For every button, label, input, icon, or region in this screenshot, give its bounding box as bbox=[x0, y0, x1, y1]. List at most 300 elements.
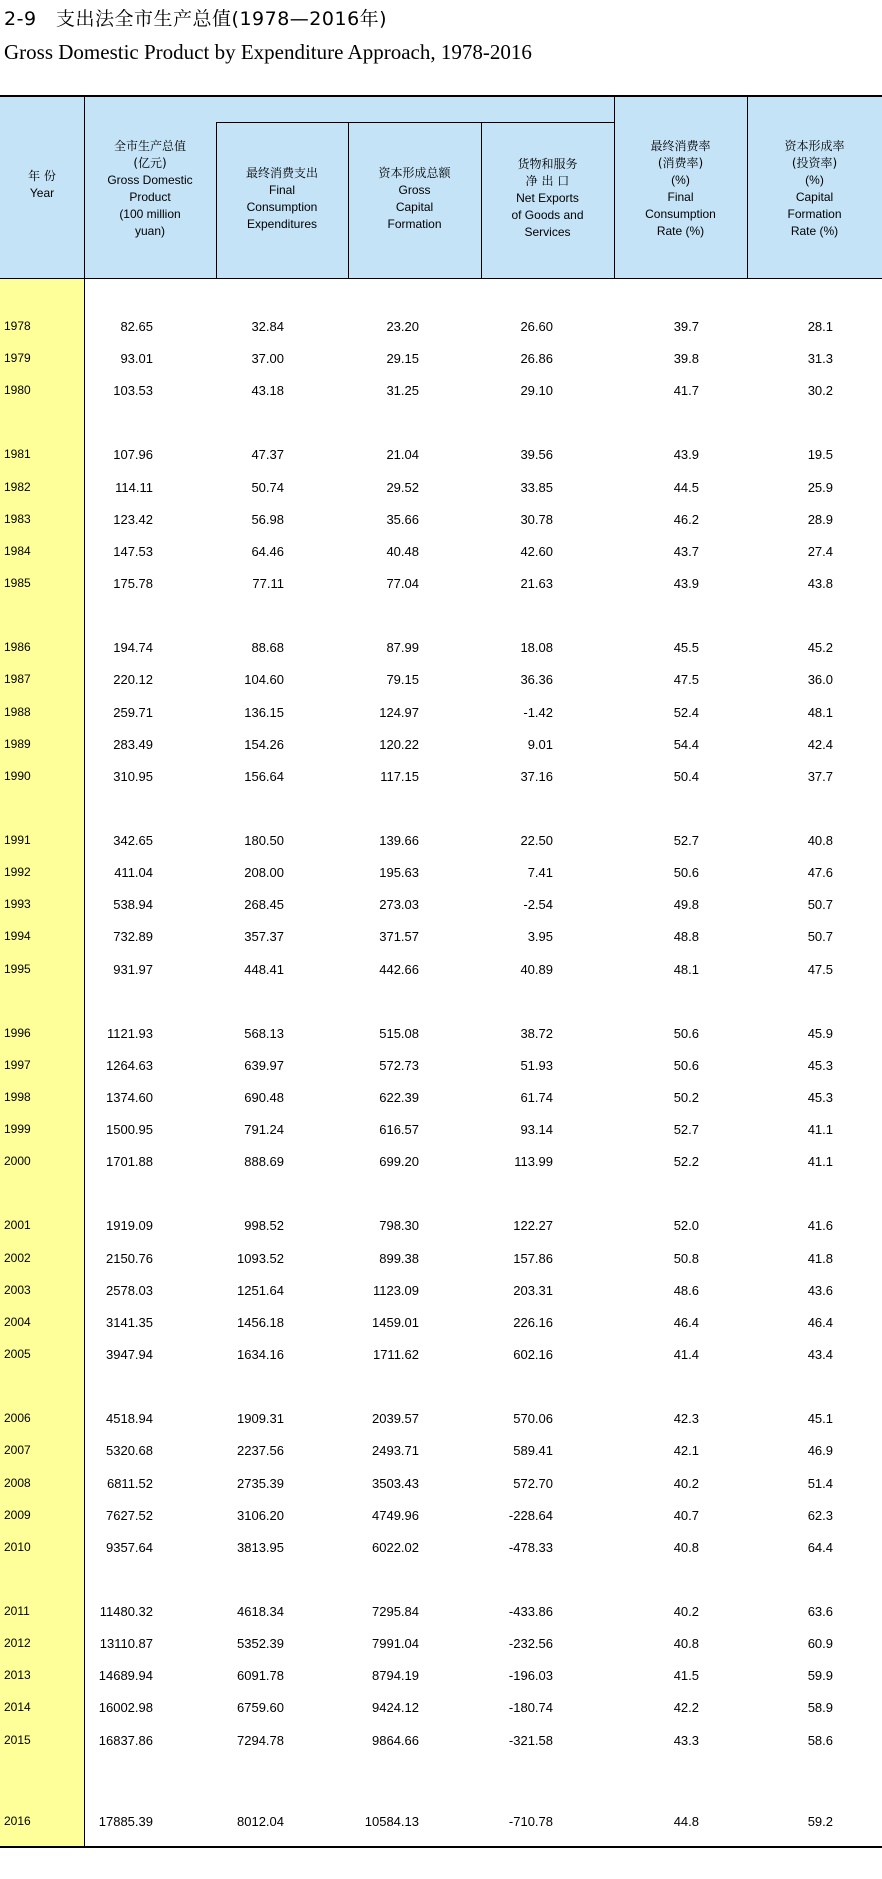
net-exports-cell: 61.74 bbox=[520, 1090, 553, 1105]
year-cell: 2014 bbox=[4, 1700, 31, 1714]
header-line: Services bbox=[524, 225, 571, 239]
table-row bbox=[0, 476, 882, 500]
net-exports-cell: 9.01 bbox=[527, 737, 553, 752]
capital-formation-cell: 572.73 bbox=[379, 1058, 419, 1073]
header-line: Gross Domestic bbox=[107, 173, 193, 187]
gdp-cell: 411.04 bbox=[114, 865, 153, 880]
capital-rate-cell: 43.4 bbox=[807, 1347, 833, 1362]
header-line: Final bbox=[268, 183, 295, 197]
capital-formation-cell: 616.57 bbox=[379, 1122, 419, 1137]
gdp-cell: 4518.94 bbox=[106, 1411, 153, 1426]
gdp-cell: 103.53 bbox=[113, 383, 153, 398]
header-net-exports bbox=[481, 156, 614, 241]
table-row bbox=[0, 958, 882, 982]
year-cell: 2011 bbox=[4, 1604, 30, 1618]
consumption-rate-cell: 43.9 bbox=[673, 447, 699, 462]
table-row bbox=[0, 733, 882, 757]
net-exports-cell: 570.06 bbox=[513, 1411, 553, 1426]
table-row bbox=[0, 1247, 882, 1271]
year-cell: 2004 bbox=[4, 1315, 31, 1329]
final-consumption-cell: 3106.20 bbox=[237, 1508, 284, 1523]
year-cell: 1982 bbox=[4, 480, 31, 494]
year-cell: 1997 bbox=[4, 1058, 31, 1072]
header-line: Capital bbox=[395, 200, 434, 214]
year-cell: 2008 bbox=[4, 1476, 31, 1490]
table-row bbox=[0, 1600, 882, 1624]
capital-rate-cell: 60.9 bbox=[807, 1636, 833, 1651]
year-cell: 2015 bbox=[4, 1733, 31, 1747]
consumption-rate-cell: 41.5 bbox=[673, 1668, 699, 1683]
final-consumption-cell: 1251.64 bbox=[237, 1283, 284, 1298]
final-consumption-cell: 77.11 bbox=[252, 576, 284, 591]
final-consumption-cell: 690.48 bbox=[244, 1090, 284, 1105]
capital-rate-cell: 41.8 bbox=[807, 1251, 833, 1266]
capital-rate-cell: 41.1 bbox=[807, 1122, 833, 1137]
net-exports-cell: 38.72 bbox=[520, 1026, 553, 1041]
header-line: (投资率) bbox=[791, 156, 838, 170]
capital-formation-cell: 1459.01 bbox=[372, 1315, 419, 1330]
capital-rate-cell: 47.6 bbox=[807, 865, 833, 880]
net-exports-cell: 7.41 bbox=[527, 865, 553, 880]
final-consumption-cell: 1909.31 bbox=[237, 1411, 284, 1426]
consumption-rate-cell: 50.8 bbox=[673, 1251, 699, 1266]
capital-rate-cell: 48.1 bbox=[807, 705, 833, 720]
table-row bbox=[0, 508, 882, 532]
capital-formation-cell: 31.25 bbox=[386, 383, 419, 398]
table-row bbox=[0, 1214, 882, 1238]
net-exports-cell: -710.78 bbox=[508, 1814, 553, 1829]
capital-rate-cell: 62.3 bbox=[807, 1508, 833, 1523]
capital-rate-cell: 64.4 bbox=[807, 1540, 833, 1555]
net-exports-cell: 157.86 bbox=[513, 1251, 553, 1266]
final-consumption-cell: 357.37 bbox=[244, 929, 284, 944]
capital-formation-cell: 77.04 bbox=[386, 576, 419, 591]
table-row bbox=[0, 1439, 882, 1463]
year-cell: 1986 bbox=[4, 640, 31, 654]
table-row bbox=[0, 315, 882, 339]
consumption-rate-cell: 47.5 bbox=[673, 672, 699, 687]
final-consumption-cell: 6759.60 bbox=[237, 1700, 284, 1715]
net-exports-cell: 21.63 bbox=[520, 576, 553, 591]
final-consumption-cell: 888.69 bbox=[244, 1154, 284, 1169]
year-cell: 1998 bbox=[4, 1090, 31, 1104]
capital-formation-cell: 899.38 bbox=[379, 1251, 419, 1266]
final-consumption-cell: 6091.78 bbox=[237, 1668, 284, 1683]
net-exports-cell: 22.50 bbox=[520, 833, 553, 848]
gdp-cell: 732.89 bbox=[113, 929, 153, 944]
consumption-rate-cell: 41.4 bbox=[673, 1347, 699, 1362]
final-consumption-cell: 43.18 bbox=[251, 383, 284, 398]
consumption-rate-cell: 50.2 bbox=[673, 1090, 699, 1105]
table-row bbox=[0, 1054, 882, 1078]
final-consumption-cell: 7294.78 bbox=[237, 1733, 284, 1748]
year-cell: 1980 bbox=[4, 383, 31, 397]
capital-rate-cell: 50.7 bbox=[807, 897, 833, 912]
header-line: 最终消费支出 bbox=[245, 166, 318, 180]
table-row bbox=[0, 893, 882, 917]
final-consumption-cell: 2735.39 bbox=[237, 1476, 284, 1491]
net-exports-cell: 33.85 bbox=[520, 480, 553, 495]
year-cell: 1978 bbox=[4, 319, 31, 333]
net-exports-cell: 40.89 bbox=[520, 962, 553, 977]
header-line: 资本形成总额 bbox=[378, 166, 451, 180]
header-year bbox=[0, 168, 84, 202]
net-exports-cell: 26.60 bbox=[520, 319, 553, 334]
final-consumption-cell: 639.97 bbox=[244, 1058, 284, 1073]
year-cell: 2010 bbox=[4, 1540, 31, 1554]
final-consumption-cell: 1093.52 bbox=[237, 1251, 284, 1266]
capital-rate-cell: 46.9 bbox=[807, 1443, 833, 1458]
final-consumption-cell: 268.45 bbox=[244, 897, 284, 912]
final-consumption-cell: 791.24 bbox=[244, 1122, 284, 1137]
year-cell: 1989 bbox=[4, 737, 31, 751]
consumption-rate-cell: 40.2 bbox=[673, 1476, 699, 1491]
capital-rate-cell: 40.8 bbox=[807, 833, 833, 848]
consumption-rate-cell: 50.6 bbox=[673, 1026, 699, 1041]
header-line: (%) bbox=[805, 173, 824, 187]
table-row bbox=[0, 379, 882, 403]
capital-formation-cell: 3503.43 bbox=[372, 1476, 419, 1491]
header-line: 最终消费率 bbox=[650, 139, 711, 153]
year-cell: 1983 bbox=[4, 512, 31, 526]
capital-formation-cell: 515.08 bbox=[379, 1026, 419, 1041]
table-row bbox=[0, 1118, 882, 1142]
net-exports-cell: -1.42 bbox=[523, 705, 553, 720]
table-row bbox=[0, 1086, 882, 1110]
table-row bbox=[0, 1632, 882, 1656]
final-consumption-cell: 180.50 bbox=[244, 833, 284, 848]
header-capital-rate bbox=[747, 138, 882, 240]
net-exports-cell: 93.14 bbox=[520, 1122, 553, 1137]
net-exports-cell: 203.31 bbox=[513, 1283, 553, 1298]
consumption-rate-cell: 45.5 bbox=[673, 640, 699, 655]
capital-formation-cell: 622.39 bbox=[379, 1090, 419, 1105]
header-line: (100 million bbox=[119, 207, 181, 221]
gdp-cell: 5320.68 bbox=[106, 1443, 153, 1458]
gdp-cell: 13110.87 bbox=[99, 1636, 153, 1651]
year-cell: 2003 bbox=[4, 1283, 31, 1297]
final-consumption-cell: 1456.18 bbox=[237, 1315, 284, 1330]
gdp-cell: 1121.93 bbox=[106, 1026, 153, 1041]
consumption-rate-cell: 49.8 bbox=[673, 897, 699, 912]
final-consumption-cell: 208.00 bbox=[244, 865, 284, 880]
consumption-rate-cell: 46.4 bbox=[673, 1315, 699, 1330]
consumption-rate-cell: 48.1 bbox=[673, 962, 699, 977]
consumption-rate-cell: 52.7 bbox=[673, 1122, 699, 1137]
net-exports-cell: 37.16 bbox=[520, 769, 553, 784]
capital-rate-cell: 42.4 bbox=[807, 737, 833, 752]
header-line: Capital bbox=[795, 190, 834, 204]
capital-formation-cell: 40.48 bbox=[386, 544, 419, 559]
capital-formation-cell: 8794.19 bbox=[372, 1668, 419, 1683]
capital-formation-cell: 6022.02 bbox=[372, 1540, 419, 1555]
consumption-rate-cell: 44.5 bbox=[673, 480, 699, 495]
net-exports-cell: 29.10 bbox=[520, 383, 553, 398]
header-line: Consumption bbox=[246, 200, 318, 214]
header-line: Formation bbox=[787, 207, 842, 221]
gdp-cell: 1919.09 bbox=[106, 1218, 153, 1233]
table-row bbox=[0, 1696, 882, 1720]
gdp-cell: 3141.35 bbox=[106, 1315, 153, 1330]
header-line: 全市生产总值 bbox=[113, 139, 186, 153]
final-consumption-cell: 448.41 bbox=[244, 962, 284, 977]
capital-formation-cell: 21.04 bbox=[386, 447, 419, 462]
gdp-cell: 6811.52 bbox=[106, 1476, 153, 1491]
capital-rate-cell: 59.9 bbox=[807, 1668, 833, 1683]
net-exports-cell: 51.93 bbox=[520, 1058, 553, 1073]
capital-rate-cell: 45.3 bbox=[807, 1090, 833, 1105]
gdp-cell: 114.11 bbox=[115, 480, 153, 495]
gdp-cell: 7627.52 bbox=[106, 1508, 153, 1523]
table-row bbox=[0, 1536, 882, 1560]
table-title-cn: 2-9 支出法全市生产总值(1978—2016年) bbox=[4, 8, 388, 30]
final-consumption-cell: 37.00 bbox=[251, 351, 284, 366]
gdp-cell: 1701.88 bbox=[106, 1154, 153, 1169]
table-row bbox=[0, 829, 882, 853]
gdp-cell: 220.12 bbox=[113, 672, 153, 687]
gdp-cell: 1374.60 bbox=[106, 1090, 153, 1105]
year-cell: 1985 bbox=[4, 576, 31, 590]
year-cell: 1996 bbox=[4, 1026, 31, 1040]
table-row bbox=[0, 701, 882, 725]
consumption-rate-cell: 52.4 bbox=[673, 705, 699, 720]
net-exports-cell: 36.36 bbox=[520, 672, 553, 687]
capital-formation-cell: 2493.71 bbox=[372, 1443, 419, 1458]
capital-rate-cell: 59.2 bbox=[807, 1814, 833, 1829]
gdp-cell: 283.49 bbox=[113, 737, 153, 752]
capital-rate-cell: 45.2 bbox=[807, 640, 833, 655]
final-consumption-cell: 5352.39 bbox=[237, 1636, 284, 1651]
header-line: 资本形成率 bbox=[784, 139, 845, 153]
final-consumption-cell: 156.64 bbox=[244, 769, 284, 784]
capital-formation-cell: 117.15 bbox=[380, 769, 419, 784]
final-consumption-cell: 154.26 bbox=[244, 737, 284, 752]
table-row bbox=[0, 443, 882, 467]
header-line: (亿元) bbox=[133, 156, 167, 170]
table-row bbox=[0, 1343, 882, 1367]
final-consumption-cell: 64.46 bbox=[251, 544, 284, 559]
year-cell: 2000 bbox=[4, 1154, 31, 1168]
final-consumption-cell: 2237.56 bbox=[237, 1443, 284, 1458]
table-row bbox=[0, 925, 882, 949]
consumption-rate-cell: 43.3 bbox=[673, 1733, 699, 1748]
gdp-cell: 9357.64 bbox=[106, 1540, 153, 1555]
gdp-cell: 147.53 bbox=[113, 544, 153, 559]
net-exports-cell: 30.78 bbox=[520, 512, 553, 527]
table-row bbox=[0, 572, 882, 596]
consumption-rate-cell: 48.8 bbox=[673, 929, 699, 944]
net-exports-cell: 42.60 bbox=[520, 544, 553, 559]
final-consumption-cell: 4618.34 bbox=[237, 1604, 284, 1619]
header-line: Expenditures bbox=[246, 217, 318, 231]
gdp-cell: 82.65 bbox=[120, 319, 153, 334]
year-cell: 1994 bbox=[4, 929, 31, 943]
capital-formation-cell: 7295.84 bbox=[372, 1604, 419, 1619]
gdp-cell: 1500.95 bbox=[106, 1122, 153, 1137]
consumption-rate-cell: 44.8 bbox=[673, 1814, 699, 1829]
final-consumption-cell: 8012.04 bbox=[237, 1814, 284, 1829]
year-cell: 1990 bbox=[4, 769, 31, 783]
capital-rate-cell: 36.0 bbox=[807, 672, 833, 687]
gdp-cell: 93.01 bbox=[120, 351, 153, 366]
capital-rate-cell: 45.1 bbox=[807, 1411, 833, 1426]
year-cell: 1979 bbox=[4, 351, 31, 365]
table-row bbox=[0, 1279, 882, 1303]
consumption-rate-cell: 43.9 bbox=[673, 576, 699, 591]
consumption-rate-cell: 52.2 bbox=[673, 1154, 699, 1169]
gdp-cell: 2578.03 bbox=[106, 1283, 153, 1298]
final-consumption-cell: 88.68 bbox=[251, 640, 284, 655]
header-line: Rate (%) bbox=[656, 224, 705, 238]
consumption-rate-cell: 40.2 bbox=[673, 1604, 699, 1619]
year-cell: 2016 bbox=[4, 1814, 31, 1828]
capital-formation-cell: 120.22 bbox=[379, 737, 419, 752]
header-group-rule bbox=[216, 122, 614, 123]
consumption-rate-cell: 50.4 bbox=[673, 769, 699, 784]
net-exports-cell: -433.86 bbox=[508, 1604, 553, 1619]
net-exports-cell: -478.33 bbox=[508, 1540, 553, 1555]
capital-formation-cell: 29.52 bbox=[386, 480, 419, 495]
year-cell: 1984 bbox=[4, 544, 31, 558]
table-row bbox=[0, 540, 882, 564]
consumption-rate-cell: 43.7 bbox=[673, 544, 699, 559]
gdp-cell: 342.65 bbox=[113, 833, 153, 848]
gdp-cell: 11480.32 bbox=[99, 1604, 153, 1619]
capital-formation-cell: 4749.96 bbox=[372, 1508, 419, 1523]
final-consumption-cell: 104.60 bbox=[244, 672, 284, 687]
final-consumption-cell: 1634.16 bbox=[237, 1347, 284, 1362]
final-consumption-cell: 3813.95 bbox=[237, 1540, 284, 1555]
header-line: 净 出 口 bbox=[525, 174, 570, 188]
gdp-cell: 123.42 bbox=[113, 512, 153, 527]
capital-rate-cell: 41.1 bbox=[807, 1154, 833, 1169]
consumption-rate-cell: 40.8 bbox=[673, 1540, 699, 1555]
year-cell: 1987 bbox=[4, 672, 31, 686]
net-exports-cell: 3.95 bbox=[527, 929, 553, 944]
table-row bbox=[0, 636, 882, 660]
table-top-rule bbox=[0, 95, 882, 97]
table-row bbox=[0, 1810, 882, 1834]
capital-formation-cell: 9864.66 bbox=[372, 1733, 419, 1748]
table-row bbox=[0, 668, 882, 692]
net-exports-cell: -321.58 bbox=[508, 1733, 553, 1748]
table-row bbox=[0, 1022, 882, 1046]
table-row bbox=[0, 1407, 882, 1431]
gdp-cell: 107.96 bbox=[113, 447, 153, 462]
table-row bbox=[0, 1150, 882, 1174]
final-consumption-cell: 998.52 bbox=[244, 1218, 284, 1233]
table-row bbox=[0, 1664, 882, 1688]
capital-rate-cell: 41.6 bbox=[807, 1218, 833, 1233]
capital-formation-cell: 273.03 bbox=[379, 897, 419, 912]
gdp-cell: 259.71 bbox=[113, 705, 153, 720]
gdp-cell: 3947.94 bbox=[106, 1347, 153, 1362]
consumption-rate-cell: 39.7 bbox=[673, 319, 699, 334]
gdp-cell: 1264.63 bbox=[106, 1058, 153, 1073]
year-cell: 1981 bbox=[4, 447, 31, 461]
capital-formation-cell: 798.30 bbox=[379, 1218, 419, 1233]
capital-formation-cell: 442.66 bbox=[379, 962, 419, 977]
table-row bbox=[0, 1311, 882, 1335]
capital-rate-cell: 19.5 bbox=[807, 447, 833, 462]
header-capital-formation bbox=[348, 165, 481, 233]
gdp-cell: 310.95 bbox=[113, 769, 153, 784]
final-consumption-cell: 56.98 bbox=[251, 512, 284, 527]
net-exports-cell: -2.54 bbox=[523, 897, 553, 912]
table-bottom-rule bbox=[0, 1846, 882, 1848]
header-line: Formation bbox=[387, 217, 442, 231]
year-cell: 2007 bbox=[4, 1443, 31, 1457]
year-cell: 2012 bbox=[4, 1636, 31, 1650]
header-line: Rate (%) bbox=[790, 224, 839, 238]
header-gdp bbox=[84, 138, 216, 240]
header-line: Product bbox=[129, 190, 171, 204]
header-line: (消费率) bbox=[657, 156, 704, 170]
capital-formation-cell: 371.57 bbox=[379, 929, 419, 944]
header-line: (%) bbox=[671, 173, 690, 187]
table-row bbox=[0, 1504, 882, 1528]
table-row bbox=[0, 1729, 882, 1753]
header-bottom-rule bbox=[0, 278, 882, 279]
capital-rate-cell: 30.2 bbox=[807, 383, 833, 398]
capital-rate-cell: 28.1 bbox=[807, 319, 833, 334]
capital-rate-cell: 27.4 bbox=[807, 544, 833, 559]
table-row bbox=[0, 765, 882, 789]
consumption-rate-cell: 42.3 bbox=[673, 1411, 699, 1426]
consumption-rate-cell: 42.2 bbox=[673, 1700, 699, 1715]
header-line: of Goods and bbox=[511, 208, 584, 222]
capital-rate-cell: 47.5 bbox=[807, 962, 833, 977]
consumption-rate-cell: 46.2 bbox=[673, 512, 699, 527]
capital-rate-cell: 43.6 bbox=[807, 1283, 833, 1298]
capital-formation-cell: 87.99 bbox=[386, 640, 419, 655]
capital-rate-cell: 45.9 bbox=[807, 1026, 833, 1041]
capital-formation-cell: 79.15 bbox=[386, 672, 419, 687]
net-exports-cell: 18.08 bbox=[520, 640, 553, 655]
capital-formation-cell: 35.66 bbox=[386, 512, 419, 527]
capital-formation-cell: 29.15 bbox=[386, 351, 419, 366]
year-cell: 1999 bbox=[4, 1122, 31, 1136]
capital-rate-cell: 43.8 bbox=[807, 576, 833, 591]
net-exports-cell: -196.03 bbox=[508, 1668, 553, 1683]
header-line: Year bbox=[29, 186, 55, 200]
gdp-cell: 175.78 bbox=[113, 576, 153, 591]
consumption-rate-cell: 52.7 bbox=[673, 833, 699, 848]
gdp-cell: 14689.94 bbox=[98, 1668, 153, 1683]
consumption-rate-cell: 40.7 bbox=[673, 1508, 699, 1523]
header-line: Consumption bbox=[645, 207, 716, 221]
final-consumption-cell: 568.13 bbox=[244, 1026, 284, 1041]
capital-formation-cell: 1123.09 bbox=[372, 1283, 419, 1298]
header-line: 年 份 bbox=[28, 169, 56, 183]
net-exports-cell: -180.74 bbox=[508, 1700, 553, 1715]
capital-formation-cell: 9424.12 bbox=[372, 1700, 419, 1715]
capital-formation-cell: 7991.04 bbox=[372, 1636, 419, 1651]
consumption-rate-cell: 42.1 bbox=[673, 1443, 699, 1458]
net-exports-cell: -228.64 bbox=[508, 1508, 553, 1523]
final-consumption-cell: 50.74 bbox=[251, 480, 284, 495]
header-line: Net Exports bbox=[516, 191, 579, 205]
capital-rate-cell: 58.9 bbox=[807, 1700, 833, 1715]
year-cell: 2009 bbox=[4, 1508, 31, 1522]
capital-rate-cell: 31.3 bbox=[807, 351, 833, 366]
gdp-cell: 16837.86 bbox=[98, 1733, 153, 1748]
consumption-rate-cell: 48.6 bbox=[673, 1283, 699, 1298]
year-cell: 2005 bbox=[4, 1347, 31, 1361]
consumption-rate-cell: 50.6 bbox=[673, 865, 699, 880]
table-title-en: Gross Domestic Product by Expenditure Approach, 1978-2016 bbox=[4, 40, 532, 64]
year-cell: 2002 bbox=[4, 1251, 31, 1265]
